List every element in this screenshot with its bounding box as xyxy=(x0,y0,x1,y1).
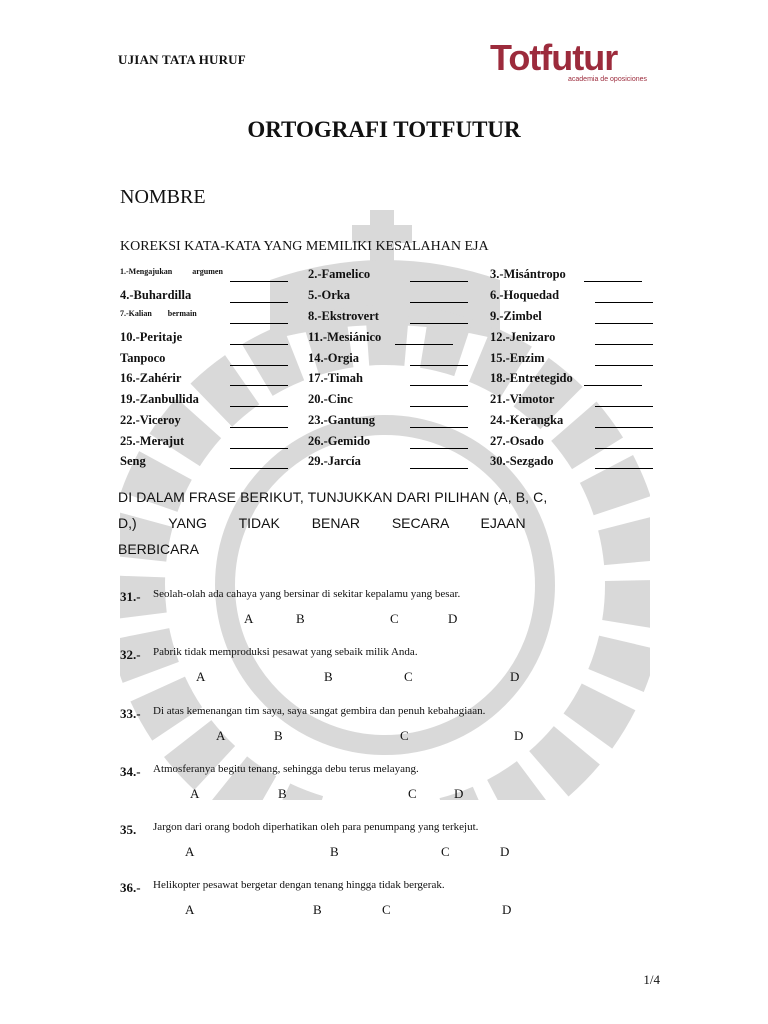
option-b[interactable]: B xyxy=(296,611,305,626)
word-item: 15.-Enzim xyxy=(490,351,545,365)
word-item: 18.-Entretegido xyxy=(490,371,573,385)
option-c[interactable]: C xyxy=(390,611,399,626)
option-c[interactable]: C xyxy=(404,669,413,684)
option-b[interactable]: B xyxy=(324,669,333,684)
word-item: 1.-Mengajukan argumen xyxy=(120,267,223,276)
question-number: 32.- xyxy=(120,647,141,662)
question-text: Helikopter pesawat bergetar dengan tenang hingga tidak bergerak. xyxy=(153,879,445,891)
answer-blank[interactable] xyxy=(410,310,468,324)
question-number: 34.- xyxy=(120,764,141,779)
word-item: 11.-Mesiánico xyxy=(308,330,382,344)
page-number: 1/4 xyxy=(643,972,660,987)
answer-blank[interactable] xyxy=(230,393,288,407)
section1-instruction: KOREKSI KATA-KATA YANG MEMILIKI KESALAHAN EJA xyxy=(120,239,489,254)
word-item: 23.-Gantung xyxy=(308,413,376,427)
word-item: 10.-Peritaje xyxy=(120,330,183,344)
answer-blank[interactable] xyxy=(230,310,288,324)
word-item: 9.-Zimbel xyxy=(490,309,542,323)
option-b[interactable]: B xyxy=(274,728,283,743)
answer-blank[interactable] xyxy=(584,268,642,282)
option-c[interactable]: C xyxy=(441,844,450,859)
answer-blank[interactable] xyxy=(230,372,288,386)
option-c[interactable]: C xyxy=(400,728,409,743)
document-title: ORTOGRAFI TOTFUTUR xyxy=(247,117,521,142)
word-item: 25.-Merajut xyxy=(120,434,185,448)
answer-blank[interactable] xyxy=(595,331,653,345)
question-number: 31.- xyxy=(120,589,141,604)
answer-blank[interactable] xyxy=(410,435,468,449)
word-item: 16.-Zahérir xyxy=(120,371,182,385)
answer-blank[interactable] xyxy=(230,289,288,303)
answer-blank[interactable] xyxy=(595,352,653,366)
word-item: 5.-Orka xyxy=(308,288,351,302)
name-label: NOMBRE xyxy=(120,186,206,208)
answer-blank[interactable] xyxy=(410,268,468,282)
answer-blank[interactable] xyxy=(595,455,653,469)
option-a[interactable]: A xyxy=(185,902,195,917)
instruction-line-3: BERBICARA xyxy=(118,541,199,557)
answer-blank[interactable] xyxy=(584,372,642,386)
option-a[interactable]: A xyxy=(244,611,254,626)
answer-blank[interactable] xyxy=(595,289,653,303)
question-text: Jargon dari orang bodoh diperhatikan oleh para penumpang yang terkejut. xyxy=(153,821,479,833)
word-item: 24.-Kerangka xyxy=(490,413,564,427)
word-item: Tanpoco xyxy=(120,351,166,365)
option-a[interactable]: A xyxy=(190,786,200,801)
option-d[interactable]: D xyxy=(448,611,458,626)
word-item: 2.-Famelico xyxy=(308,267,371,281)
word-item: 17.-Timah xyxy=(308,371,363,385)
option-b[interactable]: B xyxy=(330,844,339,859)
option-d[interactable]: D xyxy=(454,786,464,801)
word-item: 27.-Osado xyxy=(490,434,544,448)
question-number: 35. xyxy=(120,822,137,837)
option-c[interactable]: C xyxy=(382,902,391,917)
logo-text: Totfutur xyxy=(490,37,618,78)
word-item: 26.-Gemido xyxy=(308,434,371,448)
word-item: 29.-Jarcía xyxy=(308,454,361,468)
section2-instruction xyxy=(118,484,618,562)
word-item: 21.-Vimotor xyxy=(490,392,555,406)
word-item: 20.-Cinc xyxy=(308,392,353,406)
answer-blank[interactable] xyxy=(595,393,653,407)
question-text: Seolah-olah ada cahaya yang bersinar di sekitar kepalamu yang besar. xyxy=(153,588,461,600)
word-item: 4.-Buhardilla xyxy=(120,288,192,302)
question-text: Atmosferanya begitu tenang, sehingga debu terus melayang. xyxy=(153,763,419,775)
option-a[interactable]: A xyxy=(216,728,226,743)
word-item: 19.-Zanbullida xyxy=(120,392,199,406)
option-d[interactable]: D xyxy=(514,728,524,743)
word-item: 22.-Viceroy xyxy=(120,413,181,427)
answer-blank[interactable] xyxy=(410,372,468,386)
question-number: 33.- xyxy=(120,706,141,721)
word-item: 7.-Kalian bermain xyxy=(120,309,197,318)
option-a[interactable]: A xyxy=(185,844,195,859)
answer-blank[interactable] xyxy=(410,289,468,303)
word-item: 12.-Jenizaro xyxy=(490,330,556,344)
answer-blank[interactable] xyxy=(230,435,288,449)
answer-blank[interactable] xyxy=(230,331,288,345)
answer-blank[interactable] xyxy=(410,414,468,428)
word-item: Seng xyxy=(120,454,146,468)
word-item: 6.-Hoquedad xyxy=(490,288,560,302)
option-b[interactable]: B xyxy=(313,902,322,917)
answer-blank[interactable] xyxy=(410,455,468,469)
word-item: 14.-Orgia xyxy=(308,351,360,365)
question-text: Di atas kemenangan tim saya, saya sangat gembira dan penuh kebahagiaan. xyxy=(153,705,486,717)
answer-blank[interactable] xyxy=(230,268,288,282)
word-item: 3.-Misántropo xyxy=(490,267,566,281)
instruction-line-1: DI DALAM FRASE BERIKUT, TUNJUKKAN DARI PILIHAN (A, B, C, xyxy=(118,489,548,505)
question-text: Pabrik tidak memproduksi pesawat yang sebaik milik Anda. xyxy=(153,646,418,658)
answer-blank[interactable] xyxy=(410,352,468,366)
option-b[interactable]: B xyxy=(278,786,287,801)
answer-blank[interactable] xyxy=(395,331,453,345)
instruction-line-2: D,) YANG TIDAK BENAR SECARA EJAAN xyxy=(118,515,526,531)
word-item: 30.-Sezgado xyxy=(490,454,554,468)
logo-subtitle: academia de oposiciones xyxy=(568,76,647,83)
header-title: UJIAN TATA HURUF xyxy=(118,52,246,67)
option-d[interactable]: D xyxy=(500,844,510,859)
option-d[interactable]: D xyxy=(502,902,512,917)
answer-blank[interactable] xyxy=(595,414,653,428)
answer-blank[interactable] xyxy=(230,352,288,366)
answer-blank[interactable] xyxy=(595,310,653,324)
question-number: 36.- xyxy=(120,880,141,895)
option-a[interactable]: A xyxy=(196,669,206,684)
answer-blank[interactable] xyxy=(230,455,288,469)
answer-blank[interactable] xyxy=(410,393,468,407)
option-c[interactable]: C xyxy=(408,786,417,801)
option-d[interactable]: D xyxy=(510,669,520,684)
answer-blank[interactable] xyxy=(595,435,653,449)
answer-blank[interactable] xyxy=(230,414,288,428)
totfutur-logo xyxy=(490,37,660,90)
word-item: 8.-Ekstrovert xyxy=(308,309,379,323)
